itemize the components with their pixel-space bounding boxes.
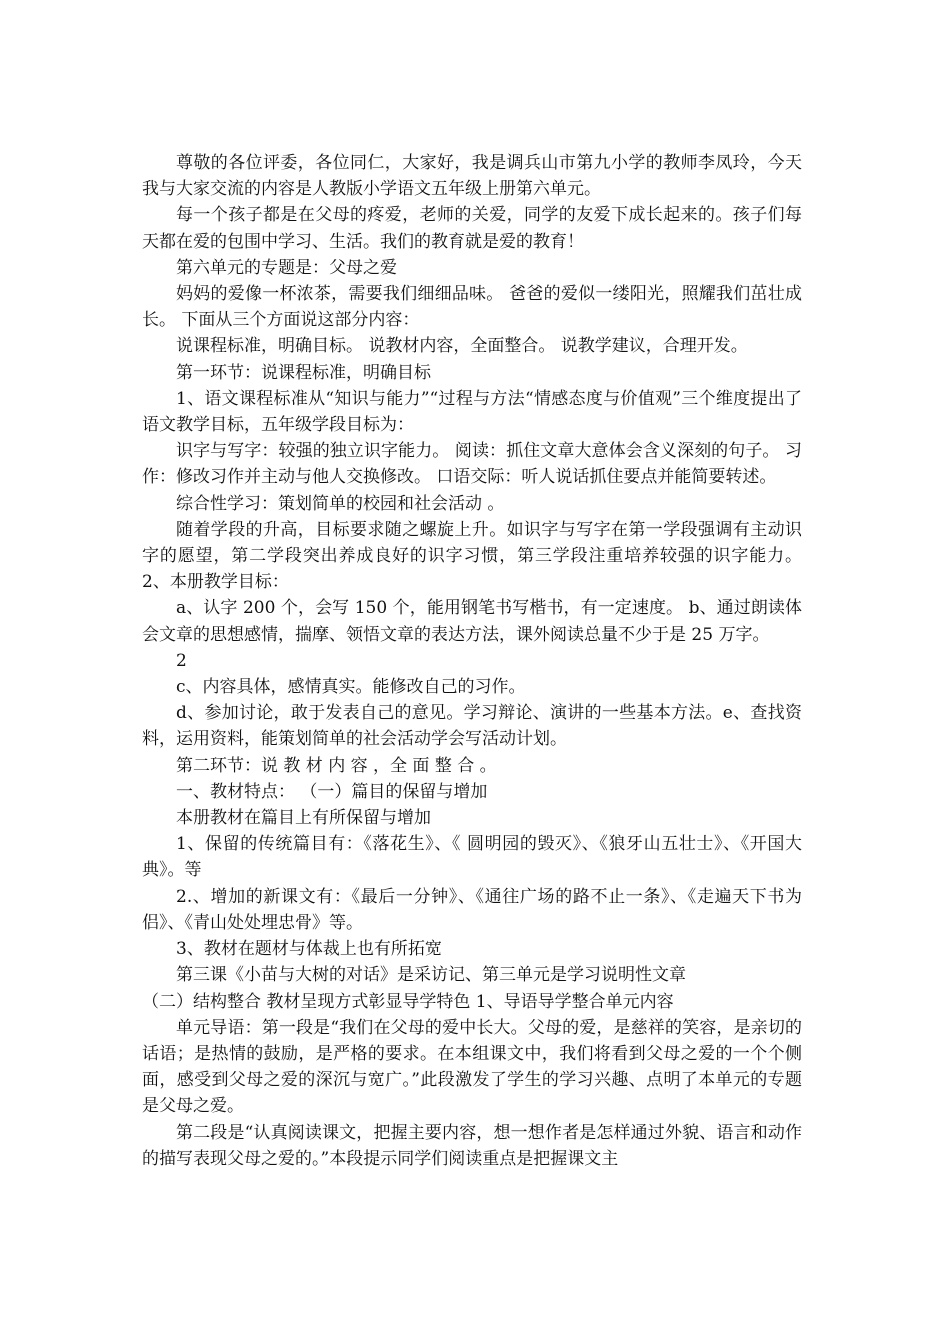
page-number: 2: [176, 650, 187, 671]
paragraph-new-texts: 2.、增加的新课文有：《最后一分钟》、《通往广场的路不止一条》、《走遍天下书为侣》、《青山处处埋忠骨》等。: [142, 886, 802, 933]
paragraph-genre-expansion: 3、教材在题材与体裁上也有所拓宽: [176, 939, 442, 960]
paragraph-retained-texts: 1、保留的传统篇目有：《落花生》、《 圆明园的毁灭》、《狼牙山五壮士》、《开国大典》。等: [142, 834, 802, 881]
paragraph-structure-integration: （二）结构整合 教材呈现方式彰显导学特色 1、导语导学整合单元内容: [142, 991, 674, 1012]
paragraph-goal-c: c、内容具体，感情真实。能修改自己的习作。: [176, 677, 526, 698]
section-heading-first: 第一环节：说课程标准，明确目标: [176, 362, 431, 383]
paragraph-goals: 识字与写字：较强的独立识字能力。 阅读：抓住文章大意体会含义深刻的句子。 习作：修改习作并主动与他人交换修改。 口语交际：听人说话抓住要点并能简要转述。: [142, 441, 802, 488]
paragraph-love-education: 每一个孩子都是在父母的疼爱，老师的关爱，同学的友爱下成长起来的。孩子们每天都在爱的包围中学习、生活。我们的教育就是爱的教育！: [142, 205, 802, 252]
paragraph-textbook-features: 一、教材特点： （一）篇目的保留与增加: [176, 781, 488, 802]
paragraph-greeting: 尊敬的各位评委，各位同仁，大家好，我是调兵山市第九小学的教师李凤玲，今天我与大家交流的内容是人教版小学语文五年级上册第六单元。: [142, 153, 802, 200]
paragraph-comprehensive-learning: 综合性学习：策划简单的校园和社会活动 。: [176, 493, 505, 514]
paragraph-curriculum-standard: 1、语文课程标准从“知识与能力”“过程与方法“情感态度与价值观”三个维度提出了语文教学目标，五年级学段目标为：: [142, 388, 802, 436]
paragraph-three-aspects: 说课程标准，明确目标。 说教材内容，全面整合。 说教学建议，合理开发。: [176, 336, 748, 357]
paragraph-spiral-goals: 随着学段的升高，目标要求随之螺旋上升。如识字与写字在第一学段强调有主动识字的愿望，第二学段突出养成良好的识字习惯，第三学段注重培养较强的识字能力。 2、本册教学目标：: [142, 519, 802, 593]
paragraph-retain-add: 本册教材在篇目上有所保留与增加: [176, 808, 431, 829]
paragraph-unit-intro-first: 单元导语：第一段是“我们在父母的爱中长大。父母的爱，是慈祥的笑容，是亲切的话语；是热情的鼓励，是严格的要求。在本组课文中，我们将看到父母之爱的一个个侧面，感受到父母之爱的深沉与宽广。”此段激发了学生的学习兴趣、点明了本单元的专题是父母之爱。: [142, 1017, 802, 1117]
paragraph-goal-a-b: a、认字 200 个，会写 150 个，能用钢笔书写楷书，有一定速度。 b、通过朗读体会文章的思想感情，揣摩、领悟文章的表达方法，课外阅读总量不少于是 25 万字。: [142, 598, 802, 645]
paragraph-parents-love: 妈妈的爱像一杯浓茶，需要我们细细品味。 爸爸的爱似一缕阳光，照耀我们茁壮成长。 下面从三个方面说这部分内容：: [142, 284, 802, 331]
paragraph-lesson-three: 第三课《小苗与大树的对话》是采访记、第三单元是学习说明性文章: [176, 965, 686, 986]
document-body: [142, 150, 802, 1172]
paragraph-unit-theme: 第六单元的专题是：父母之爱: [176, 257, 397, 278]
paragraph-goal-d-e: d、参加讨论，敢于发表自己的意见。学习辩论、演讲的一些基本方法。e、查找资料，运用资料，能策划简单的社会活动学会写活动计划。: [142, 703, 802, 750]
section-heading-second: 第二环节：说 教 材 内 容 ，全 面 整 合 。: [176, 755, 497, 776]
paragraph-unit-intro-second: 第二段是“认真阅读课文，把握主要内容，想一想作者是怎样通过外貌、语言和动作的描写表现父母之爱的。”本段提示同学们阅读重点是把握课文主: [142, 1122, 802, 1169]
